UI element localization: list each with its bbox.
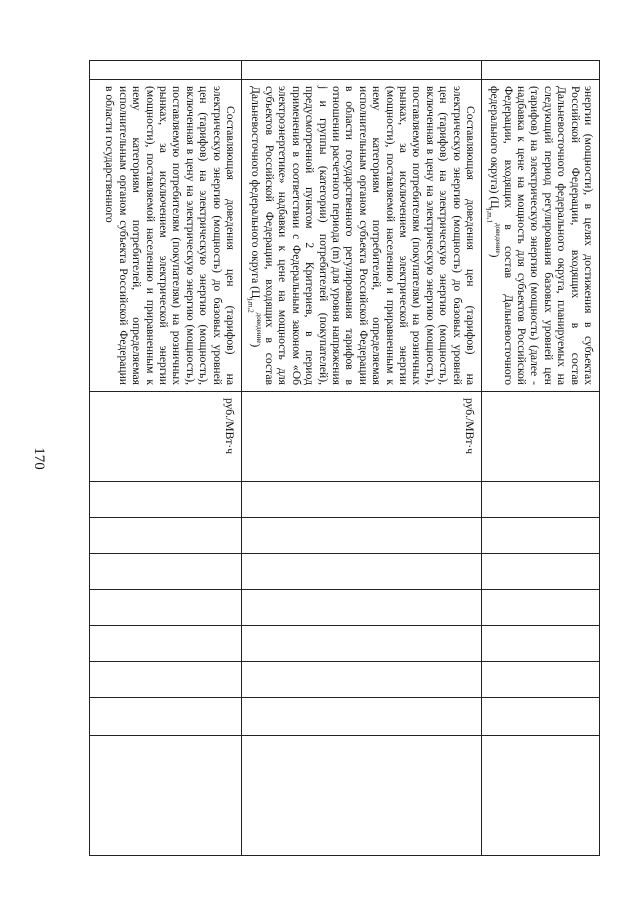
- table-cell-empty: [90, 554, 242, 590]
- table-row: [482, 61, 600, 856]
- table-cell-empty: [242, 554, 482, 590]
- table-cell-empty: [90, 518, 242, 554]
- table-cell-unit: руб./МВт·ч: [242, 392, 482, 482]
- table-cell-empty: [482, 590, 600, 626]
- page-number-text: 170: [30, 446, 47, 470]
- landscape-table-content: [90, 60, 600, 855]
- table-cell-empty: [90, 482, 242, 518]
- table-cell-empty: [482, 698, 600, 736]
- table-cell-empty: [242, 626, 482, 662]
- table-cell-empty: [242, 518, 482, 554]
- table-cell-empty: [242, 698, 482, 736]
- table-cell-empty: [482, 482, 600, 518]
- table-cell-empty: [482, 662, 600, 698]
- table-row: [242, 61, 482, 856]
- table-cell-unit: [482, 392, 600, 482]
- table-row: [90, 61, 242, 856]
- table-cell-empty: [482, 518, 600, 554]
- table-cell-empty: [242, 736, 482, 856]
- table-cell-empty: [242, 662, 482, 698]
- table-cell-empty: [482, 736, 600, 856]
- table-cell-empty: [482, 554, 600, 590]
- data-table: [89, 60, 600, 856]
- table-cell-empty: [90, 698, 242, 736]
- table-cell-empty: [90, 590, 242, 626]
- table-cell-empty: [90, 736, 242, 856]
- table-cell-empty: [482, 626, 600, 662]
- table-cell-empty: [90, 662, 242, 698]
- page-number: [26, 438, 50, 478]
- table-cell-empty: [90, 626, 242, 662]
- table-cell-description: Составляющая доведения цен (тарифов) на электрическую энергию (мощность) до базовых уровней цен (тарифов) на электрическую энергию (мощность), включенная в цену на электрическую энергию (мощность), поставляемую потребителям (покупателям) на розничных рынках, за исключением электрической энергии (мощности), поставляемой населению и приравненным к нему категориям потребителей, определяемая исполнительным органом субъекта Российской Федерации в области государственного: [90, 80, 242, 392]
- rotated-table-region: [90, 60, 600, 855]
- table-cell-description: энергии (мощности), в целях достижения в субъектах Российской Федерации, входящих в состав Дальневосточного федерального округа, планируемых на следующий период регулирования базовых уровней цен (тарифов) на электрическую энергию (мощность) (далее - надбавка к цене на мощность для субъектов Российской Федерации, входящих в состав Дальневосточного федерального округа) $(Ц_{j,m,1}^{доведение})$: [482, 80, 600, 392]
- table-cell-empty: [242, 482, 482, 518]
- table-cell-empty: [90, 61, 242, 80]
- table-cell-empty: [242, 61, 482, 80]
- table-cell-empty: [242, 590, 482, 626]
- table-cell-empty: [482, 61, 600, 80]
- table-cell-unit: руб./МВт·ч: [90, 392, 242, 482]
- table-cell-description: Составляющая доведения цен (тарифов) на электрическую энергию (мощность) до базовых уровней цен (тарифов) на электрическую энергию (мощность), включенная в цену на электрическую энергию (мощность), поставляемую потребителям (покупателям) на розничных рынках, за исключением электрической энергии (мощности), поставляемой населению и приравненным к нему категориям потребителей, определяемая исполнительным органом субъекта Российской Федерации в области государственного регулирования тарифов в отношении расчетного периода (m) для уровня напряжения j и группы (категории) потребителей (покупателей), предусмотренной пунктом 2 Критериев, в период применения в соответствии с Федеральным законом «Об электроэнергетике» надбавки к цене на мощность для субъектов Российской Федерации, входящих в состав Дальневосточного федерального округа $(Ц_{j,m,2}^{доведение})$: [242, 80, 482, 392]
